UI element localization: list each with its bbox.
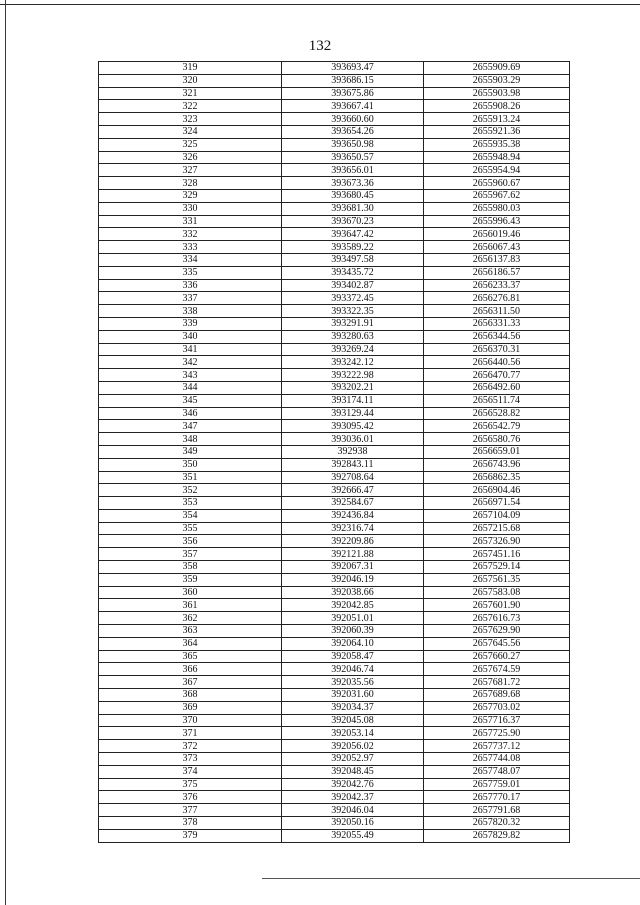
x-coordinate-cell: 393280.63 — [282, 330, 424, 343]
y-coordinate-cell: 2655909.69 — [424, 62, 570, 75]
table-row — [99, 829, 570, 842]
table-row — [99, 253, 570, 266]
x-coordinate-cell: 392051.01 — [282, 612, 424, 625]
y-coordinate-cell: 2657820.32 — [424, 817, 570, 830]
x-coordinate-cell: 393680.45 — [282, 189, 424, 202]
x-coordinate-cell: 393202.21 — [282, 381, 424, 394]
table-row — [99, 292, 570, 305]
table-row — [99, 138, 570, 151]
x-coordinate-cell: 393660.60 — [282, 113, 424, 126]
table-row — [99, 151, 570, 164]
point-number-cell: 322 — [99, 100, 282, 113]
scan-left-edge — [5, 0, 6, 905]
table-row — [99, 753, 570, 766]
point-number-cell: 321 — [99, 87, 282, 100]
x-coordinate-cell: 392031.60 — [282, 689, 424, 702]
table-row — [99, 407, 570, 420]
table-row — [99, 804, 570, 817]
y-coordinate-cell: 2657770.17 — [424, 791, 570, 804]
y-coordinate-cell: 2657791.68 — [424, 804, 570, 817]
y-coordinate-cell: 2656370.31 — [424, 343, 570, 356]
point-number-cell: 360 — [99, 586, 282, 599]
x-coordinate-cell: 392046.04 — [282, 804, 424, 817]
table-row — [99, 445, 570, 458]
point-number-cell: 344 — [99, 381, 282, 394]
point-number-cell: 324 — [99, 125, 282, 138]
x-coordinate-cell: 393402.87 — [282, 279, 424, 292]
point-number-cell: 364 — [99, 637, 282, 650]
y-coordinate-cell: 2657681.72 — [424, 676, 570, 689]
x-coordinate-cell: 392708.64 — [282, 471, 424, 484]
table-row — [99, 791, 570, 804]
table-row — [99, 189, 570, 202]
table-row — [99, 228, 570, 241]
x-coordinate-cell: 393322.35 — [282, 305, 424, 318]
point-number-cell: 320 — [99, 74, 282, 87]
x-coordinate-cell: 393654.26 — [282, 125, 424, 138]
y-coordinate-cell: 2657583.08 — [424, 586, 570, 599]
y-coordinate-cell: 2656542.79 — [424, 420, 570, 433]
table-row — [99, 369, 570, 382]
y-coordinate-cell: 2657601.90 — [424, 599, 570, 612]
x-coordinate-cell: 392938 — [282, 445, 424, 458]
table-row — [99, 535, 570, 548]
y-coordinate-cell: 2656276.81 — [424, 292, 570, 305]
point-number-cell: 354 — [99, 509, 282, 522]
x-coordinate-cell: 392042.76 — [282, 778, 424, 791]
y-coordinate-cell: 2655921.36 — [424, 125, 570, 138]
x-coordinate-cell: 392058.47 — [282, 650, 424, 663]
point-number-cell: 328 — [99, 177, 282, 190]
x-coordinate-cell: 392436.84 — [282, 509, 424, 522]
y-coordinate-cell: 2657616.73 — [424, 612, 570, 625]
table-row — [99, 343, 570, 356]
table-row — [99, 497, 570, 510]
table-row — [99, 62, 570, 75]
x-coordinate-cell: 392056.02 — [282, 740, 424, 753]
point-number-cell: 375 — [99, 778, 282, 791]
point-number-cell: 372 — [99, 740, 282, 753]
table-row — [99, 317, 570, 330]
table-row — [99, 599, 570, 612]
table-row — [99, 509, 570, 522]
x-coordinate-cell: 392055.49 — [282, 829, 424, 842]
y-coordinate-cell: 2655967.62 — [424, 189, 570, 202]
point-number-cell: 323 — [99, 113, 282, 126]
point-number-cell: 341 — [99, 343, 282, 356]
y-coordinate-cell: 2655960.67 — [424, 177, 570, 190]
y-coordinate-cell: 2657660.27 — [424, 650, 570, 663]
x-coordinate-cell: 392048.45 — [282, 765, 424, 778]
table-row — [99, 241, 570, 254]
x-coordinate-cell: 392060.39 — [282, 625, 424, 638]
y-coordinate-cell: 2655954.94 — [424, 164, 570, 177]
x-coordinate-cell: 392042.37 — [282, 791, 424, 804]
table-row — [99, 586, 570, 599]
y-coordinate-cell: 2655913.24 — [424, 113, 570, 126]
y-coordinate-cell: 2657725.90 — [424, 727, 570, 740]
x-coordinate-cell: 393650.98 — [282, 138, 424, 151]
point-number-cell: 370 — [99, 714, 282, 727]
y-coordinate-cell: 2657716.37 — [424, 714, 570, 727]
y-coordinate-cell: 2656580.76 — [424, 433, 570, 446]
x-coordinate-cell: 393291.91 — [282, 317, 424, 330]
y-coordinate-cell: 2657529.14 — [424, 561, 570, 574]
x-coordinate-cell: 392053.14 — [282, 727, 424, 740]
x-coordinate-cell: 392316.74 — [282, 522, 424, 535]
table-row — [99, 433, 570, 446]
x-coordinate-cell: 393095.42 — [282, 420, 424, 433]
point-number-cell: 355 — [99, 522, 282, 535]
point-number-cell: 351 — [99, 471, 282, 484]
x-coordinate-cell: 392584.67 — [282, 497, 424, 510]
point-number-cell: 337 — [99, 292, 282, 305]
x-coordinate-cell: 393589.22 — [282, 241, 424, 254]
point-number-cell: 349 — [99, 445, 282, 458]
y-coordinate-cell: 2657759.01 — [424, 778, 570, 791]
table-row — [99, 177, 570, 190]
x-coordinate-cell: 393269.24 — [282, 343, 424, 356]
x-coordinate-cell: 393174.11 — [282, 394, 424, 407]
table-row — [99, 279, 570, 292]
table-row — [99, 330, 570, 343]
y-coordinate-cell: 2657748.07 — [424, 765, 570, 778]
y-coordinate-cell: 2656659.01 — [424, 445, 570, 458]
table-row — [99, 74, 570, 87]
y-coordinate-cell: 2657689.68 — [424, 689, 570, 702]
point-number-cell: 346 — [99, 407, 282, 420]
y-coordinate-cell: 2656067.43 — [424, 241, 570, 254]
y-coordinate-cell: 2656528.82 — [424, 407, 570, 420]
point-number-cell: 342 — [99, 356, 282, 369]
x-coordinate-cell: 392042.85 — [282, 599, 424, 612]
point-number-cell: 343 — [99, 369, 282, 382]
point-number-cell: 352 — [99, 484, 282, 497]
y-coordinate-cell: 2656311.50 — [424, 305, 570, 318]
x-coordinate-cell: 393667.41 — [282, 100, 424, 113]
x-coordinate-cell: 392035.56 — [282, 676, 424, 689]
y-coordinate-cell: 2657829.82 — [424, 829, 570, 842]
x-coordinate-cell: 392045.08 — [282, 714, 424, 727]
table-row — [99, 689, 570, 702]
table-row — [99, 420, 570, 433]
coordinates-table — [98, 61, 570, 843]
y-coordinate-cell: 2656511.74 — [424, 394, 570, 407]
point-number-cell: 347 — [99, 420, 282, 433]
y-coordinate-cell: 2657561.35 — [424, 573, 570, 586]
y-coordinate-cell: 2656440.56 — [424, 356, 570, 369]
point-number-cell: 333 — [99, 241, 282, 254]
x-coordinate-cell: 392038.66 — [282, 586, 424, 599]
x-coordinate-cell: 392050.16 — [282, 817, 424, 830]
table-row — [99, 484, 570, 497]
y-coordinate-cell: 2657451.16 — [424, 548, 570, 561]
y-coordinate-cell: 2656904.46 — [424, 484, 570, 497]
x-coordinate-cell: 393693.47 — [282, 62, 424, 75]
point-number-cell: 326 — [99, 151, 282, 164]
point-number-cell: 319 — [99, 62, 282, 75]
point-number-cell: 361 — [99, 599, 282, 612]
x-coordinate-cell: 393670.23 — [282, 215, 424, 228]
x-coordinate-cell: 393372.45 — [282, 292, 424, 305]
y-coordinate-cell: 2657744.08 — [424, 753, 570, 766]
table-row — [99, 113, 570, 126]
table-row — [99, 817, 570, 830]
y-coordinate-cell: 2656971.54 — [424, 497, 570, 510]
y-coordinate-cell: 2657326.90 — [424, 535, 570, 548]
x-coordinate-cell: 393497.58 — [282, 253, 424, 266]
table-row — [99, 305, 570, 318]
point-number-cell: 359 — [99, 573, 282, 586]
x-coordinate-cell: 393673.36 — [282, 177, 424, 190]
x-coordinate-cell: 393681.30 — [282, 202, 424, 215]
point-number-cell: 340 — [99, 330, 282, 343]
table-row — [99, 573, 570, 586]
y-coordinate-cell: 2655996.43 — [424, 215, 570, 228]
x-coordinate-cell: 392064.10 — [282, 637, 424, 650]
point-number-cell: 376 — [99, 791, 282, 804]
y-coordinate-cell: 2657104.09 — [424, 509, 570, 522]
y-coordinate-cell: 2657674.59 — [424, 663, 570, 676]
table-row — [99, 778, 570, 791]
point-number-cell: 330 — [99, 202, 282, 215]
point-number-cell: 371 — [99, 727, 282, 740]
table-row — [99, 381, 570, 394]
table-row — [99, 701, 570, 714]
x-coordinate-cell: 393656.01 — [282, 164, 424, 177]
point-number-cell: 377 — [99, 804, 282, 817]
y-coordinate-cell: 2657629.90 — [424, 625, 570, 638]
y-coordinate-cell: 2657703.02 — [424, 701, 570, 714]
x-coordinate-cell: 393435.72 — [282, 266, 424, 279]
x-coordinate-cell: 393650.57 — [282, 151, 424, 164]
table-row — [99, 676, 570, 689]
y-coordinate-cell: 2655903.98 — [424, 87, 570, 100]
y-coordinate-cell: 2655948.94 — [424, 151, 570, 164]
x-coordinate-cell: 392121.88 — [282, 548, 424, 561]
table-row — [99, 394, 570, 407]
x-coordinate-cell: 392046.19 — [282, 573, 424, 586]
y-coordinate-cell: 2655908.26 — [424, 100, 570, 113]
table-row — [99, 740, 570, 753]
point-number-cell: 365 — [99, 650, 282, 663]
point-number-cell: 374 — [99, 765, 282, 778]
y-coordinate-cell: 2656233.37 — [424, 279, 570, 292]
point-number-cell: 325 — [99, 138, 282, 151]
point-number-cell: 366 — [99, 663, 282, 676]
table-row — [99, 471, 570, 484]
point-number-cell: 329 — [99, 189, 282, 202]
table-row — [99, 266, 570, 279]
point-number-cell: 327 — [99, 164, 282, 177]
x-coordinate-cell: 392843.11 — [282, 458, 424, 471]
table-row — [99, 202, 570, 215]
x-coordinate-cell: 393647.42 — [282, 228, 424, 241]
y-coordinate-cell: 2656019.46 — [424, 228, 570, 241]
x-coordinate-cell: 392034.37 — [282, 701, 424, 714]
x-coordinate-cell: 392067.31 — [282, 561, 424, 574]
y-coordinate-cell: 2655935.38 — [424, 138, 570, 151]
x-coordinate-cell: 392046.74 — [282, 663, 424, 676]
point-number-cell: 348 — [99, 433, 282, 446]
x-coordinate-cell: 392052.97 — [282, 753, 424, 766]
y-coordinate-cell: 2656137.83 — [424, 253, 570, 266]
point-number-cell: 336 — [99, 279, 282, 292]
table-row — [99, 714, 570, 727]
x-coordinate-cell: 393222.98 — [282, 369, 424, 382]
point-number-cell: 339 — [99, 317, 282, 330]
page-number: 132 — [308, 38, 332, 54]
table-row — [99, 765, 570, 778]
point-number-cell: 356 — [99, 535, 282, 548]
table-row — [99, 356, 570, 369]
point-number-cell: 345 — [99, 394, 282, 407]
table-row — [99, 727, 570, 740]
y-coordinate-cell: 2656743.96 — [424, 458, 570, 471]
table-row — [99, 650, 570, 663]
scan-top-edge — [0, 4, 640, 5]
point-number-cell: 332 — [99, 228, 282, 241]
coordinates-table-body — [99, 62, 570, 843]
y-coordinate-cell: 2656186.57 — [424, 266, 570, 279]
y-coordinate-cell: 2656344.56 — [424, 330, 570, 343]
x-coordinate-cell: 393242.12 — [282, 356, 424, 369]
table-row — [99, 612, 570, 625]
point-number-cell: 350 — [99, 458, 282, 471]
point-number-cell: 353 — [99, 497, 282, 510]
point-number-cell: 379 — [99, 829, 282, 842]
y-coordinate-cell: 2655903.29 — [424, 74, 570, 87]
point-number-cell: 331 — [99, 215, 282, 228]
table-row — [99, 663, 570, 676]
point-number-cell: 334 — [99, 253, 282, 266]
y-coordinate-cell: 2656862.35 — [424, 471, 570, 484]
y-coordinate-cell: 2656331.33 — [424, 317, 570, 330]
table-row — [99, 561, 570, 574]
x-coordinate-cell: 392209.86 — [282, 535, 424, 548]
point-number-cell: 367 — [99, 676, 282, 689]
table-row — [99, 637, 570, 650]
x-coordinate-cell: 393036.01 — [282, 433, 424, 446]
table-row — [99, 164, 570, 177]
scan-bottom-edge — [262, 878, 640, 879]
point-number-cell: 338 — [99, 305, 282, 318]
table-row — [99, 100, 570, 113]
table-row — [99, 458, 570, 471]
x-coordinate-cell: 392666.47 — [282, 484, 424, 497]
table-row — [99, 87, 570, 100]
table-row — [99, 215, 570, 228]
table-row — [99, 522, 570, 535]
point-number-cell: 362 — [99, 612, 282, 625]
table-row — [99, 548, 570, 561]
point-number-cell: 357 — [99, 548, 282, 561]
x-coordinate-cell: 393675.86 — [282, 87, 424, 100]
point-number-cell: 369 — [99, 701, 282, 714]
point-number-cell: 358 — [99, 561, 282, 574]
x-coordinate-cell: 393129.44 — [282, 407, 424, 420]
y-coordinate-cell: 2656492.60 — [424, 381, 570, 394]
y-coordinate-cell: 2656470.77 — [424, 369, 570, 382]
y-coordinate-cell: 2657737.12 — [424, 740, 570, 753]
y-coordinate-cell: 2657645.56 — [424, 637, 570, 650]
y-coordinate-cell: 2655980.03 — [424, 202, 570, 215]
point-number-cell: 378 — [99, 817, 282, 830]
x-coordinate-cell: 393686.15 — [282, 74, 424, 87]
point-number-cell: 373 — [99, 753, 282, 766]
point-number-cell: 363 — [99, 625, 282, 638]
point-number-cell: 335 — [99, 266, 282, 279]
point-number-cell: 368 — [99, 689, 282, 702]
table-row — [99, 125, 570, 138]
table-row — [99, 625, 570, 638]
y-coordinate-cell: 2657215.68 — [424, 522, 570, 535]
